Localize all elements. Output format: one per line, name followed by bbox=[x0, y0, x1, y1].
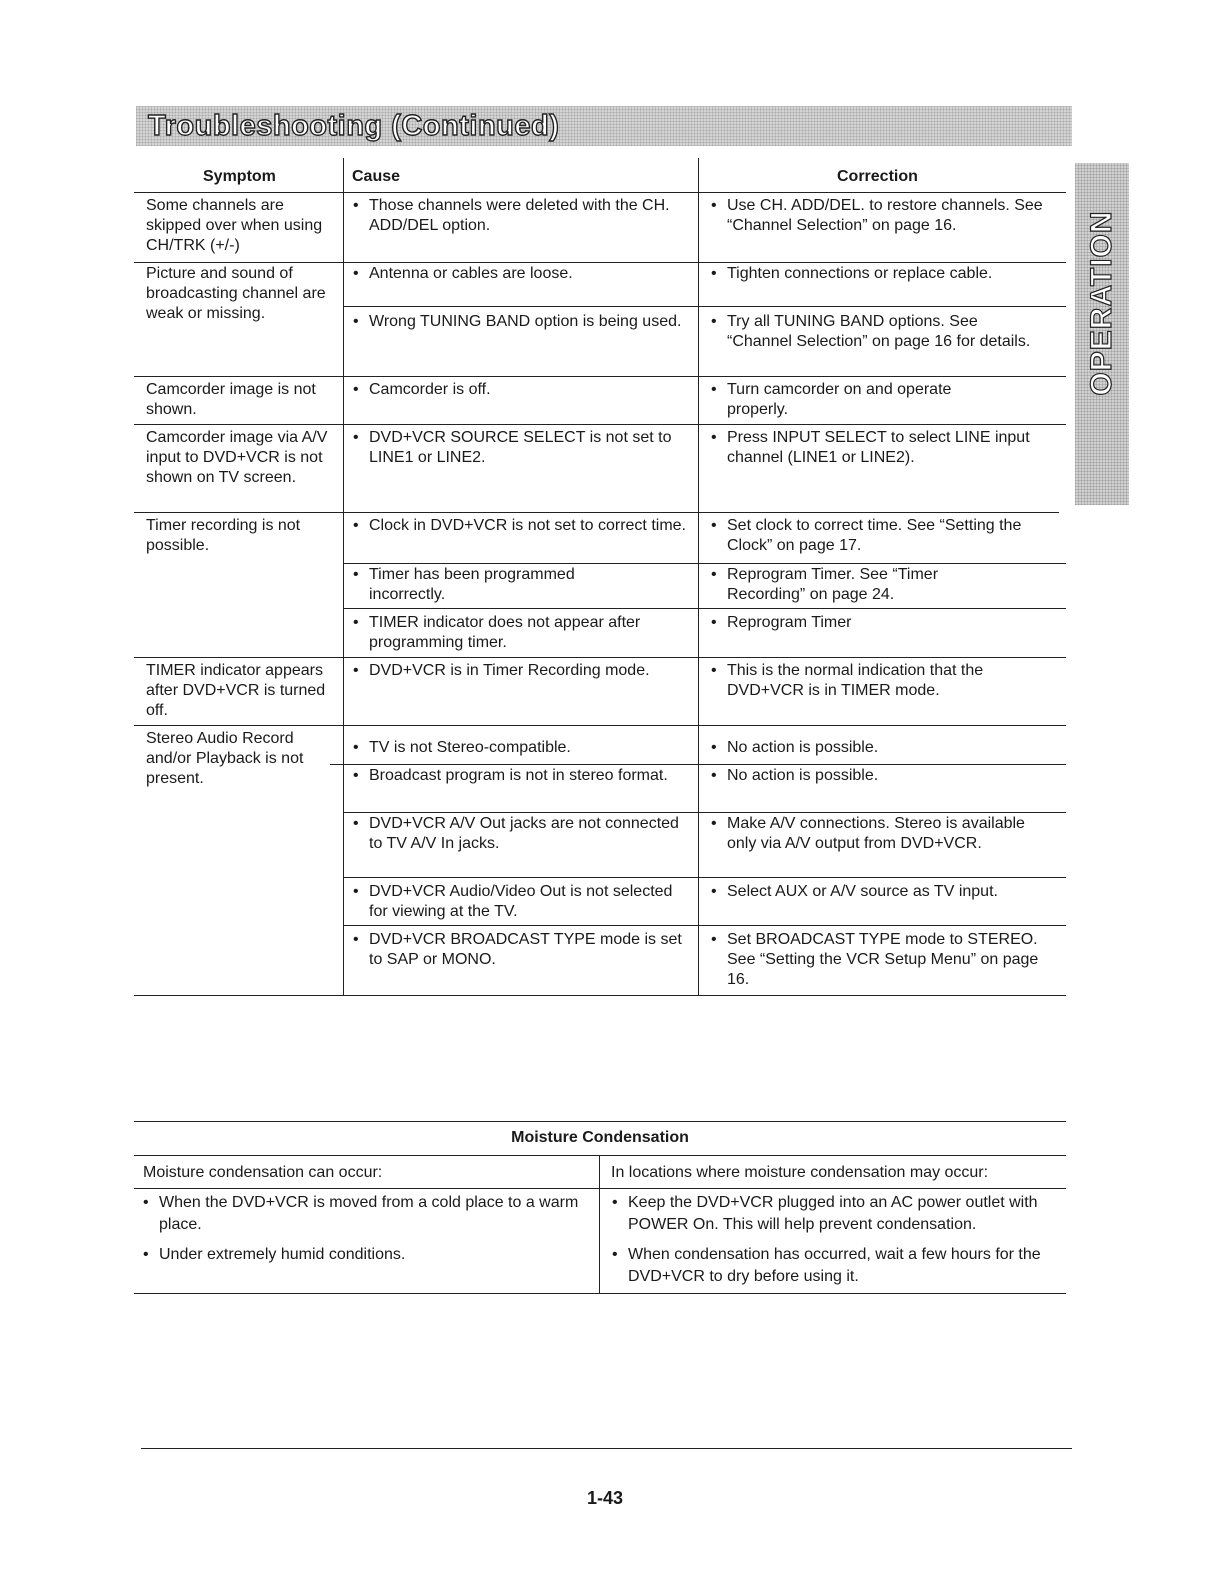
cause-item: • Camcorder is off. bbox=[353, 381, 491, 398]
symptom-cell: Camcorder image is not shown. bbox=[146, 381, 316, 418]
bullet-icon: • bbox=[711, 662, 717, 679]
moisture-right-item: • When condensation has occurred, wait a few hours for the DVD+VCR to dry before using it. bbox=[612, 1246, 1041, 1285]
correction-item: • This is the normal indication that the DVD+VCR is in TIMER mode. bbox=[711, 662, 984, 699]
moisture-left-header: Moisture condensation can occur: bbox=[143, 1164, 383, 1181]
cause-item: • DVD+VCR Audio/Video Out is not selected for viewing at the TV. bbox=[353, 883, 673, 920]
correction-item: • Try all TUNING BAND options. See “Channel Selection” on page 16 for details. bbox=[711, 313, 1031, 350]
moisture-column-divider bbox=[599, 1155, 600, 1294]
footer-rule bbox=[141, 1448, 1072, 1449]
bullet-icon: • bbox=[711, 429, 717, 446]
moisture-left-item: • Under extremely humid conditions. bbox=[143, 1244, 593, 1266]
bullet-icon: • bbox=[353, 739, 359, 756]
title-banner bbox=[136, 106, 1072, 146]
bullet-icon: • bbox=[711, 197, 717, 214]
bullet-icon: • bbox=[353, 614, 359, 631]
bullet-icon: • bbox=[711, 265, 717, 282]
cause-item: • DVD+VCR A/V Out jacks are not connected to TV A/V In jacks. bbox=[353, 815, 679, 852]
symptom-cell: Camcorder image via A/V input to DVD+VCR is not shown on TV screen. bbox=[146, 429, 328, 486]
bullet-icon: • bbox=[612, 1246, 618, 1263]
correction-item: • Turn camcorder on and operate properly. bbox=[711, 381, 952, 418]
cause-item: • Antenna or cables are loose. bbox=[353, 265, 573, 282]
bullet-icon: • bbox=[353, 883, 359, 900]
header-rule bbox=[134, 192, 1066, 193]
header-correction: Correction bbox=[837, 168, 918, 185]
bullet-icon: • bbox=[353, 662, 359, 679]
header-cause: Cause bbox=[352, 168, 401, 185]
correction-item: • Tighten connections or replace cable. bbox=[711, 265, 993, 282]
bullet-icon: • bbox=[353, 313, 359, 330]
moisture-left-item: • When the DVD+VCR is moved from a cold place to a warm place. bbox=[143, 1194, 579, 1233]
bullet-icon: • bbox=[711, 739, 717, 756]
row-divider bbox=[134, 424, 1066, 425]
symptom-cell: TIMER indicator appears after DVD+VCR is turned off. bbox=[146, 662, 326, 719]
row-divider bbox=[134, 657, 1066, 658]
cause-item: • Wrong TUNING BAND option is being used. bbox=[353, 313, 682, 330]
cause-item: • TV is not Stereo-compatible. bbox=[353, 739, 571, 756]
moisture-header-rule bbox=[134, 1155, 1066, 1156]
symptom-cell: Stereo Audio Record and/or Playback is not present. bbox=[146, 730, 304, 787]
cause-item: • DVD+VCR SOURCE SELECT is not set to LINE1 or LINE2. bbox=[353, 429, 672, 466]
correction-item: • Make A/V connections. Stereo is available only via A/V output from DVD+VCR. bbox=[711, 815, 1025, 852]
correction-item: • No action is possible. bbox=[711, 739, 879, 756]
page-number: 1-43 bbox=[586, 1488, 624, 1508]
section-side-tab bbox=[1075, 163, 1129, 505]
column-divider bbox=[698, 158, 699, 996]
bullet-icon: • bbox=[711, 517, 717, 534]
bullet-icon: • bbox=[711, 614, 717, 631]
bullet-icon: • bbox=[711, 767, 717, 784]
row-divider bbox=[134, 512, 1059, 513]
row-divider bbox=[343, 608, 1066, 609]
row-divider bbox=[134, 725, 1066, 726]
moisture-row-rule bbox=[134, 1188, 1066, 1189]
row-divider bbox=[343, 563, 1066, 564]
bullet-icon: • bbox=[612, 1194, 618, 1211]
cause-item: • Timer has been programmed incorrectly. bbox=[353, 566, 575, 603]
correction-item: • Reprogram Timer. See “Timer Recording” on page 24. bbox=[711, 566, 939, 603]
moisture-top-rule bbox=[134, 1121, 1066, 1122]
bullet-icon: • bbox=[353, 265, 359, 282]
cause-item: • Broadcast program is not in stereo format. bbox=[353, 767, 668, 784]
bullet-icon: • bbox=[353, 517, 359, 534]
symptom-cell: Picture and sound of broadcasting channel are weak or missing. bbox=[146, 265, 326, 322]
bullet-icon: • bbox=[353, 931, 359, 948]
cause-item: • Those channels were deleted with the CH. ADD/DEL option. bbox=[353, 197, 670, 234]
bullet-icon: • bbox=[711, 381, 717, 398]
bullet-icon: • bbox=[711, 931, 717, 948]
bullet-icon: • bbox=[353, 767, 359, 784]
page-title: Troubleshooting (Continued) bbox=[148, 110, 560, 142]
bullet-icon: • bbox=[711, 815, 717, 832]
correction-item: • No action is possible. bbox=[711, 767, 879, 784]
correction-item: • Press INPUT SELECT to select LINE input channel (LINE1 or LINE2). bbox=[711, 429, 1030, 466]
bullet-icon: • bbox=[711, 883, 717, 900]
row-divider bbox=[134, 376, 1066, 377]
symptom-cell: Some channels are skipped over when using CH/TRK (+/-) bbox=[146, 197, 323, 254]
correction-item: • Set BROADCAST TYPE mode to STEREO. See “Setting the VCR Setup Menu” on page 16. bbox=[711, 931, 1039, 988]
bullet-icon: • bbox=[353, 429, 359, 446]
correction-item: • Reprogram Timer bbox=[711, 614, 852, 631]
bullet-icon: • bbox=[711, 313, 717, 330]
moisture-right-item: • Keep the DVD+VCR plugged into an AC power outlet with POWER On. This will help prevent condensation. bbox=[612, 1194, 1038, 1233]
row-divider bbox=[343, 812, 1066, 813]
section-tab-label: OPERATION bbox=[1085, 210, 1118, 396]
bullet-icon: • bbox=[353, 815, 359, 832]
moisture-bottom-rule bbox=[134, 1293, 1066, 1294]
moisture-right-header: In locations where moisture condensation may occur: bbox=[611, 1164, 989, 1181]
moisture-title: Moisture Condensation bbox=[511, 1129, 689, 1146]
cause-item: • DVD+VCR BROADCAST TYPE mode is set to SAP or MONO. bbox=[353, 931, 682, 968]
bullet-icon: • bbox=[143, 1246, 149, 1263]
bullet-icon: • bbox=[353, 197, 359, 214]
bullet-icon: • bbox=[353, 566, 359, 583]
symptom-cell: Timer recording is not possible. bbox=[146, 517, 301, 554]
cause-item: • TIMER indicator does not appear after programming timer. bbox=[353, 614, 641, 651]
header-symptom: Symptom bbox=[203, 168, 276, 185]
bullet-icon: • bbox=[711, 566, 717, 583]
table-bottom-rule bbox=[134, 995, 1066, 996]
correction-item: • Select AUX or A/V source as TV input. bbox=[711, 883, 998, 900]
correction-item: • Use CH. ADD/DEL. to restore channels. See “Channel Selection” on page 16. bbox=[711, 197, 1043, 234]
cause-item: • Clock in DVD+VCR is not set to correct time. bbox=[353, 517, 686, 534]
row-divider bbox=[330, 764, 1066, 765]
row-divider bbox=[343, 306, 1066, 307]
row-divider bbox=[343, 925, 1066, 926]
bullet-icon: • bbox=[143, 1194, 149, 1211]
cause-item: • DVD+VCR is in Timer Recording mode. bbox=[353, 662, 650, 679]
bullet-icon: • bbox=[353, 381, 359, 398]
correction-item: • Set clock to correct time. See “Setting the Clock” on page 17. bbox=[711, 517, 1022, 554]
column-divider bbox=[343, 158, 344, 996]
row-divider bbox=[343, 877, 1066, 878]
row-divider bbox=[134, 262, 1066, 263]
